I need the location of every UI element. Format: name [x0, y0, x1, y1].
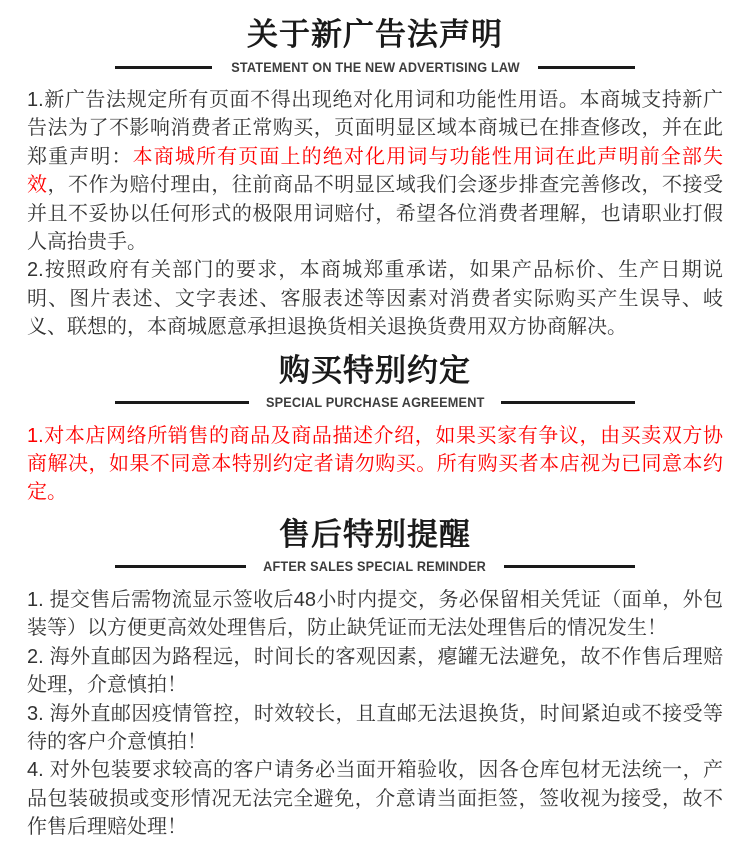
subtitle-text: STATEMENT ON THE NEW ADVERTISING LAW: [230, 59, 520, 75]
section-subtitle: [115, 558, 635, 576]
subtitle-text: SPECIAL PURCHASE AGREEMENT: [265, 395, 485, 411]
subtitle-rule-right: [501, 401, 635, 404]
paragraph: [27, 756, 723, 841]
section-after-sales-reminder: [27, 516, 723, 842]
paragraph: [27, 643, 723, 700]
paragraph: [27, 700, 723, 757]
paragraph: [27, 586, 723, 643]
subtitle-rule-left: [115, 66, 212, 69]
section-title: 售后特别提醒: [279, 516, 471, 552]
section-subtitle: [115, 58, 635, 76]
text-run: 3. 海外直邮因疫情管控，时效较长，且直邮无法退换货，时间紧迫或不接受等待的客户介意慎拍！: [27, 702, 723, 753]
text-run-red: 1.对本店网络所销售的商品及商品描述介绍，如果买家有争议，由买卖双方协商解决，如果不同意本特别约定者请勿购买。所有购买者本店视为已同意本约定。: [27, 424, 723, 504]
text-run: 1. 提交售后需物流显示签收后48小时内提交，务必保留相关凭证（面单，外包装等）以方便更高效处理售后，防止缺凭证而无法处理售后的情况发生！: [27, 588, 723, 640]
section-title: 购买特别约定: [279, 352, 471, 388]
paragraph: [27, 86, 723, 256]
text-run: 2.按照政府有关部门的要求，本商城郑重承诺，如果产品标价、生产日期说明、图片表述、文字表述、客服表述等因素对消费者实际购买产生误导、岐义、联想的，本商城愿意承担退换货相关退换货费用双方协商解决。: [27, 259, 723, 339]
subtitle-rule-left: [115, 565, 246, 568]
text-run: ，不作为赔付理由，往前商品不明显区域我们会逐步排查完善修改，不接受并且不妥协以任何形式的极限用词赔付，希望各位消费者理解，也请职业打假人高抬贵手。: [27, 174, 724, 254]
text-run: 4. 对外包装要求较高的客户请务必当面开箱验收，因各仓库包材无法统一，产品包装破损或变形情况无法完全避免，介意请当面拒签，签收视为接受，故不作售后理赔处理！: [27, 759, 723, 839]
paragraph: [27, 422, 723, 507]
section-title: 关于新广告法声明: [247, 17, 503, 52]
subtitle-text: AFTER SALES SPECIAL REMINDER: [263, 559, 487, 575]
section-body: [27, 422, 723, 507]
text-run: 2. 海外直邮因为路程远，时间长的客观因素，瘪罐无法避免，故不作售后理赔处理，介意慎拍！: [27, 645, 723, 697]
section-purchase-agreement: [27, 352, 723, 507]
section-body: [27, 586, 723, 842]
subtitle-rule-right: [504, 565, 635, 568]
text-run-red: 本商城所有页面上的绝对化用词与功能性用词在此声明前全部失效: [27, 145, 723, 197]
paragraph: [27, 256, 723, 341]
subtitle-rule-left: [115, 401, 249, 404]
text-run: 1.新广告法规定所有页面不得出现绝对化用词和功能性用语。本商城支持新广告法为了不影响消费者正常购买，页面明显区域本商城已在排查修改，并在此郑重声明：: [27, 89, 723, 168]
subtitle-rule-right: [538, 66, 635, 69]
section-ad-law-statement: [27, 0, 723, 342]
sections-container: [27, 0, 723, 842]
section-subtitle: [115, 394, 635, 412]
section-body: [27, 86, 723, 342]
